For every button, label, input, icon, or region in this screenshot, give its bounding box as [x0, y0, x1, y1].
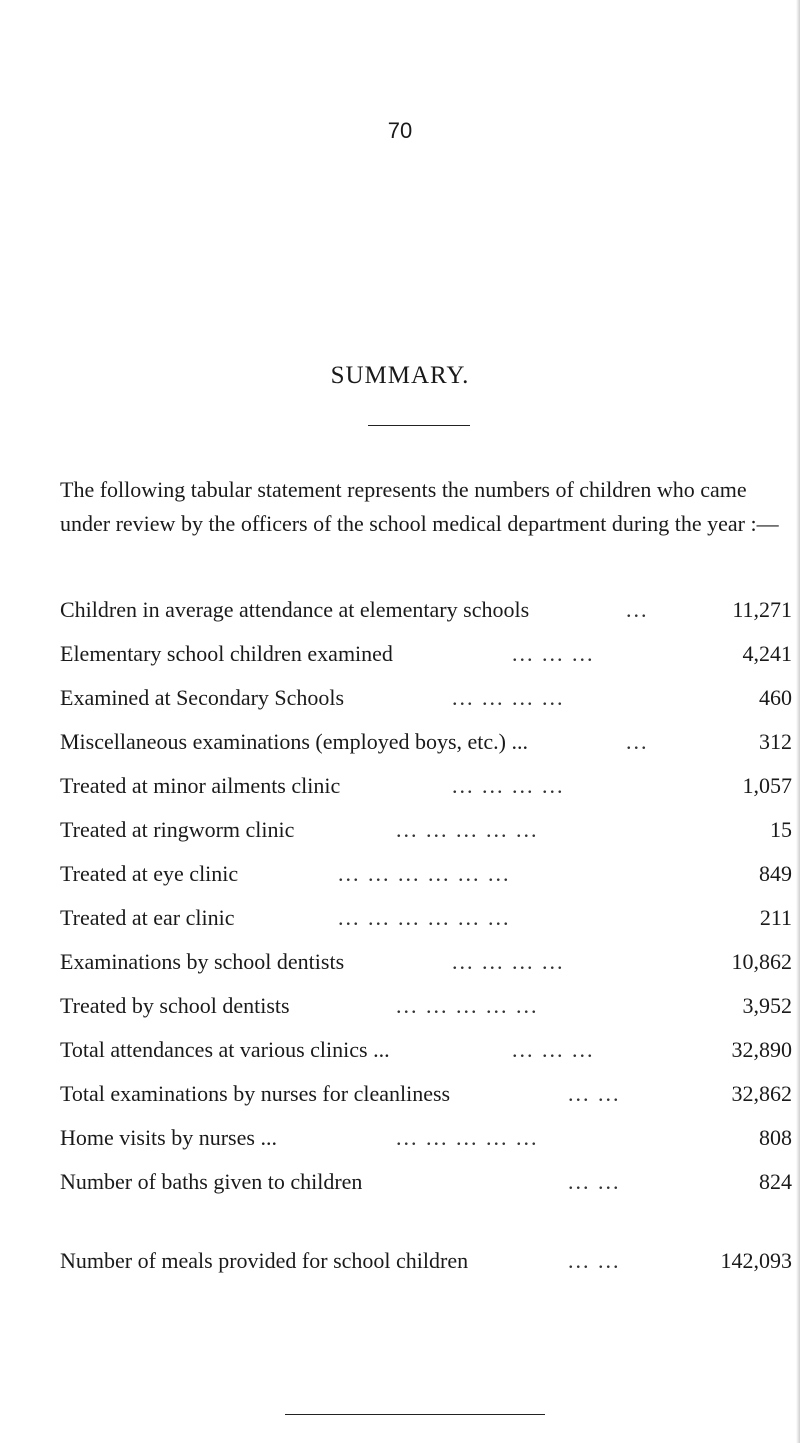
summary-row [60, 590, 792, 630]
summary-row [60, 766, 792, 806]
summary-row [60, 634, 792, 674]
row-value: 10,862 [731, 949, 792, 974]
leader-dots: ... ... ... ... ... ... [338, 905, 511, 930]
leader-dots: ... [626, 729, 649, 754]
row-label: Number of baths given to children [60, 1169, 363, 1194]
intro-paragraph: The following tabular statement represents the numbers of children who came under review by the officers of the school medical department during the year :— [60, 477, 779, 536]
title-divider [368, 425, 470, 426]
leader-dots: ... [626, 597, 649, 622]
row-label: Elementary school children examined [60, 641, 393, 666]
summary-row [60, 1118, 792, 1158]
leader-dots: ... ... ... ... ... [396, 817, 539, 842]
leader-dots: ... ... ... ... ... [396, 993, 539, 1018]
leader-dots: ... ... ... ... [452, 949, 565, 974]
summary-row [60, 854, 792, 894]
row-value: 3,952 [742, 993, 792, 1018]
row-value: 4,241 [742, 641, 792, 666]
row-value: 15 [770, 817, 792, 842]
row-value: 808 [759, 1125, 792, 1150]
page-number: 70 [387, 118, 413, 143]
row-value: 460 [759, 685, 792, 710]
row-label: Number of meals provided for school children [60, 1248, 469, 1273]
summary-row [60, 810, 792, 850]
leader-dots: ... ... ... ... [452, 773, 565, 798]
summary-row [60, 678, 792, 718]
summary-row [60, 1030, 792, 1070]
leader-dots: ... ... ... [512, 1037, 595, 1062]
row-value: 312 [759, 729, 792, 754]
row-value: 824 [759, 1169, 792, 1194]
page-title: SUMMARY. [330, 362, 470, 389]
summary-row [60, 1074, 792, 1114]
leader-dots: ... ... ... [512, 641, 595, 666]
row-label: Home visits by nurses ... [60, 1125, 277, 1150]
meals-row [60, 1241, 792, 1281]
row-label: Total examinations by nurses for cleanliness [60, 1081, 451, 1106]
row-label: Treated by school dentists [60, 993, 290, 1018]
row-value: 32,890 [731, 1037, 792, 1062]
row-label: Total attendances at various clinics ... [60, 1037, 390, 1062]
row-label: Examinations by school dentists [60, 949, 345, 974]
leader-dots: ... ... ... ... [452, 685, 565, 710]
section-divider [285, 1414, 545, 1415]
summary-row [60, 942, 792, 982]
row-label: Miscellaneous examinations (employed boys, etc.) ... [60, 729, 528, 754]
row-label: Treated at minor ailments clinic [60, 773, 341, 798]
summary-row [60, 986, 792, 1026]
summary-row [60, 898, 792, 938]
leader-dots: ... ... [568, 1169, 621, 1194]
row-value: 211 [759, 905, 792, 930]
row-value: 32,862 [731, 1081, 792, 1106]
leader-dots: ... ... ... ... ... [396, 1125, 539, 1150]
summary-row [60, 1162, 792, 1202]
row-label: Treated at ringworm clinic [60, 817, 295, 842]
row-value: 1,057 [742, 773, 792, 798]
row-label: Examined at Secondary Schools [60, 685, 345, 710]
row-label: Children in average attendance at elementary schools [60, 597, 530, 622]
summary-row [60, 722, 792, 762]
leader-dots: ... ... [568, 1081, 621, 1106]
leader-dots: ... ... [568, 1248, 621, 1273]
row-label: Treated at eye clinic [60, 861, 239, 886]
leader-dots: ... ... ... ... ... ... [338, 861, 511, 886]
row-label: Treated at ear clinic [60, 905, 235, 930]
row-value: 849 [759, 861, 792, 886]
page-edge-shadow [796, 0, 800, 1443]
row-value: 11,271 [732, 597, 792, 622]
row-value: 142,093 [720, 1248, 792, 1273]
